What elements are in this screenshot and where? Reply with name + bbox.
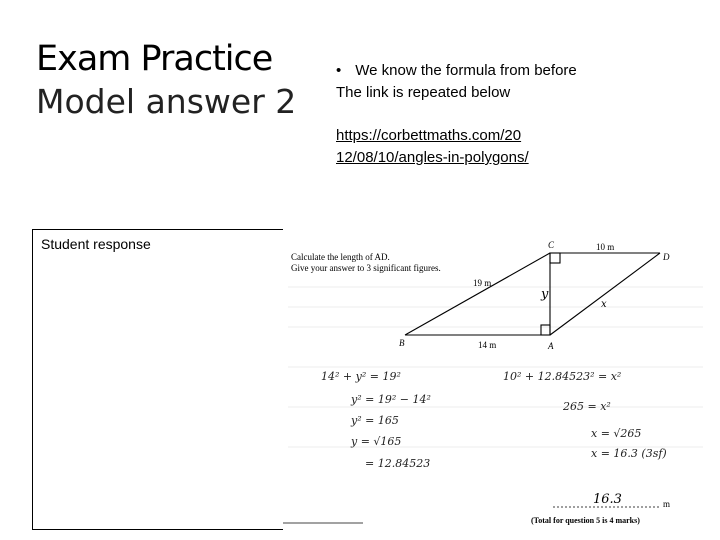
label-a: A	[548, 341, 554, 351]
answer-value: 16.3	[593, 492, 622, 507]
var-y: y	[541, 287, 549, 302]
label-b: B	[399, 338, 405, 348]
student-response-panel	[32, 229, 710, 530]
link-note: The link is repeated below	[336, 84, 511, 101]
question-line-2: Give your answer to 3 significant figures.	[291, 263, 441, 273]
length-ba: 14 m	[478, 340, 497, 350]
answer-unit: m	[663, 499, 671, 509]
work-left-1: 14² + y² = 19²	[321, 370, 401, 383]
work-left-5: = 12.84523	[365, 457, 431, 470]
work-left-4: y = √165	[351, 435, 402, 448]
corbettmaths-link[interactable]	[336, 125, 566, 169]
student-response-label: Student response	[41, 236, 151, 252]
bullet-text: We know the formula from before	[355, 62, 577, 79]
page-subtitle: Model answer 2	[36, 82, 297, 121]
work-right-4: x = 16.3 (3sf)	[591, 447, 667, 460]
var-x: x	[601, 299, 607, 310]
question-line-1: Calculate the length of AD.	[291, 252, 390, 262]
label-d: D	[663, 252, 670, 262]
length-bc: 19 m	[473, 278, 492, 288]
exam-scan	[283, 227, 711, 530]
formula-note	[336, 60, 577, 104]
link-line-2: 12/08/10/angles-in-polygons/	[336, 149, 529, 166]
work-right-1: 10² + 12.84523² = x²	[503, 370, 622, 383]
page-title: Exam Practice	[36, 39, 273, 79]
work-right-3: x = √265	[591, 427, 642, 440]
work-left-2: y² = 19² − 14²	[351, 393, 431, 406]
length-cd: 10 m	[596, 242, 615, 252]
work-right-2: 265 = x²	[563, 400, 611, 413]
label-c: C	[548, 240, 555, 250]
work-left-3: y² = 165	[351, 414, 399, 427]
link-line-1: https://corbettmaths.com/20	[336, 127, 522, 144]
total-marks: (Total for question 5 is 4 marks)	[531, 516, 640, 525]
bullet-icon: •	[336, 62, 342, 79]
